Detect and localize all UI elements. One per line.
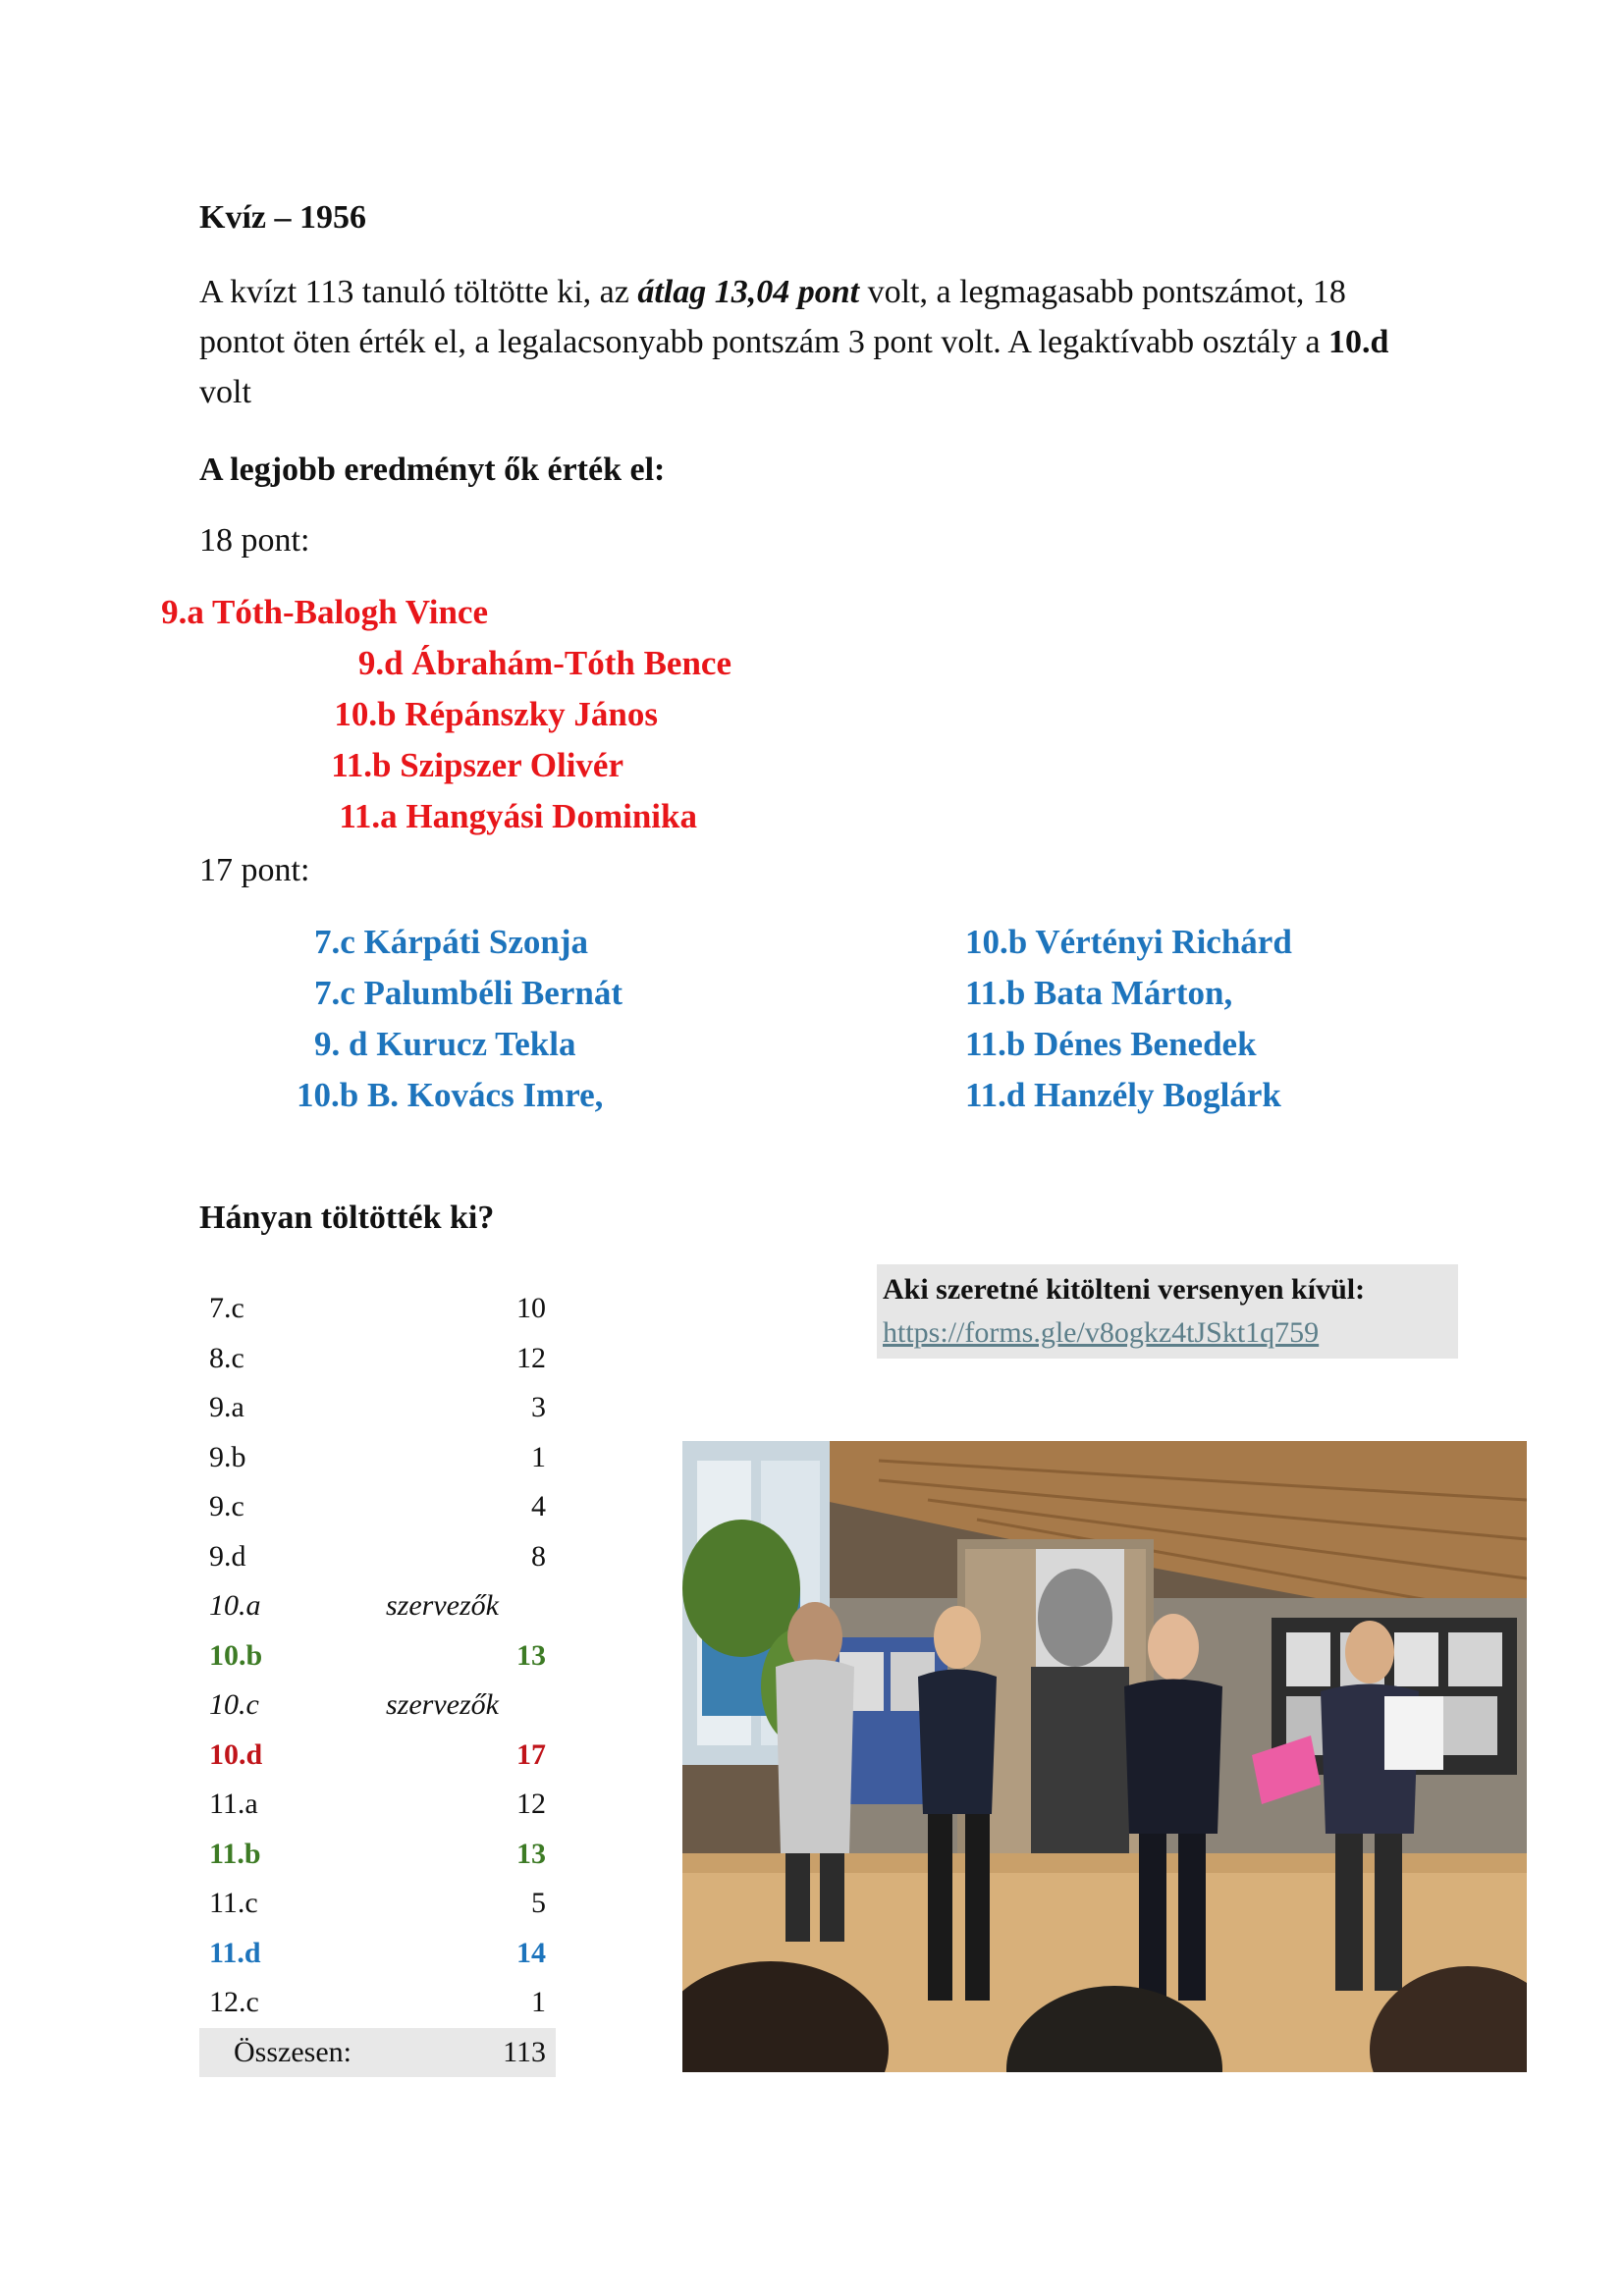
winner-18-row bbox=[0, 695, 658, 734]
class-cell: 10.a bbox=[209, 1589, 261, 1622]
intro-average: átlag 13,04 pont bbox=[637, 274, 860, 310]
second-place-left: 7.c Palumbéli Bernát bbox=[314, 974, 623, 1012]
second-place-right: 10.b Vértényi Richárd bbox=[965, 923, 1292, 961]
second-place-right: 11.d Hanzély Boglárk bbox=[965, 1076, 1281, 1114]
table-row bbox=[199, 1532, 556, 1582]
count-cell: 12 bbox=[516, 1788, 546, 1820]
class-cell: 12.c bbox=[209, 1986, 259, 2018]
second-place-right: 11.b Bata Márton, bbox=[965, 974, 1233, 1012]
count-cell: 10 bbox=[516, 1292, 546, 1324]
page-title: Kvíz – 1956 bbox=[199, 199, 366, 236]
points-18-label: 18 pont: bbox=[199, 522, 310, 559]
points-17-label: 17 pont: bbox=[199, 852, 310, 888]
second-place-left: 7.c Kárpáti Szonja bbox=[314, 923, 589, 961]
table-row bbox=[199, 1631, 556, 1682]
class-cell: 11.d bbox=[209, 1936, 261, 1969]
count-cell: 8 bbox=[531, 1539, 546, 1573]
table-row bbox=[199, 1978, 556, 2028]
count-cell: 5 bbox=[531, 1887, 546, 1919]
second-place-left: 10.b B. Kovács Imre, bbox=[297, 1076, 604, 1114]
class-cell: 10.b bbox=[209, 1638, 263, 1672]
table-row bbox=[199, 1284, 556, 1334]
table-row bbox=[199, 1830, 556, 1880]
event-photo bbox=[682, 1441, 1527, 2072]
form-callout bbox=[877, 1264, 1458, 1359]
table-total-row bbox=[199, 2028, 556, 2078]
form-link[interactable]: https://forms.gle/v8ogkz4tJSkt1q759 bbox=[883, 1316, 1320, 1349]
participation-heading: Hányan töltötték ki? bbox=[199, 1200, 495, 1236]
total-count: 113 bbox=[503, 2035, 546, 2068]
best-results-heading: A legjobb eredményt ők érték el: bbox=[199, 452, 666, 488]
class-cell: 9.a bbox=[209, 1391, 244, 1423]
count-cell: 1 bbox=[531, 1986, 546, 2018]
class-cell: 11.a bbox=[209, 1788, 258, 1820]
form-callout-title: Aki szeretné kitölteni versenyen kívül: bbox=[883, 1273, 1366, 1306]
class-cell: 9.b bbox=[209, 1440, 246, 1473]
count-cell: 14 bbox=[516, 1936, 546, 1969]
count-cell: 1 bbox=[531, 1440, 546, 1473]
table-row bbox=[199, 1731, 556, 1781]
count-cell: 17 bbox=[516, 1737, 546, 1771]
table-row bbox=[199, 1780, 556, 1830]
class-cell: 9.c bbox=[209, 1490, 244, 1522]
intro-text-2: volt, a legmagasabb pontszámot, 18 pontot öten érték el, a legalacsonyabb pontszám 3 pont volt. A legaktívabb osztály a bbox=[199, 274, 1346, 360]
second-place-left: 9. d Kurucz Tekla bbox=[314, 1025, 576, 1063]
winner-18-name: 11.a Hangyási Dominika bbox=[339, 797, 697, 835]
class-cell: 8.c bbox=[209, 1341, 244, 1374]
winner-18-name: 9.d Ábrahám-Tóth Bence bbox=[357, 644, 731, 682]
intro-paragraph bbox=[199, 267, 1427, 417]
winner-18-name: 11.b Szipszer Olivér bbox=[331, 746, 623, 784]
winner-18-name: 9.a Tóth-Balogh Vince bbox=[161, 593, 488, 631]
winner-18-row bbox=[0, 593, 488, 632]
class-cell: 9.d bbox=[209, 1539, 246, 1573]
class-cell: 11.c bbox=[209, 1887, 258, 1919]
table-row bbox=[199, 1929, 556, 1979]
class-cell: 11.b bbox=[209, 1837, 261, 1870]
second-place-right: 11.b Dénes Benedek bbox=[965, 1025, 1257, 1063]
intro-top-class: 10.d bbox=[1328, 324, 1389, 360]
intro-text-3: volt bbox=[199, 374, 251, 410]
participation-table bbox=[199, 1284, 556, 2077]
table-row bbox=[199, 1879, 556, 1929]
count-cell: 13 bbox=[516, 1638, 546, 1672]
organizers-cell: szervezők bbox=[386, 1589, 499, 1622]
count-cell: 3 bbox=[531, 1391, 546, 1423]
table-row bbox=[199, 1433, 556, 1483]
count-cell: 13 bbox=[516, 1837, 546, 1870]
class-cell: 10.c bbox=[209, 1688, 259, 1721]
table-row bbox=[199, 1681, 556, 1731]
table-row bbox=[199, 1334, 556, 1384]
table-row bbox=[199, 1482, 556, 1532]
intro-text-1: A kvízt 113 tanuló töltötte ki, az bbox=[199, 274, 638, 310]
class-cell: 10.d bbox=[209, 1737, 263, 1771]
winner-18-row bbox=[0, 746, 623, 785]
winner-18-name: 10.b Répánszky János bbox=[334, 695, 658, 733]
organizers-cell: szervezők bbox=[386, 1688, 499, 1721]
count-cell: 4 bbox=[531, 1490, 546, 1522]
total-label: Összesen: bbox=[234, 2035, 352, 2068]
count-cell: 12 bbox=[516, 1341, 546, 1374]
class-cell: 7.c bbox=[209, 1292, 244, 1324]
winner-18-row bbox=[0, 644, 731, 683]
table-row bbox=[199, 1581, 556, 1631]
winner-18-row bbox=[0, 797, 697, 836]
table-row bbox=[199, 1383, 556, 1433]
